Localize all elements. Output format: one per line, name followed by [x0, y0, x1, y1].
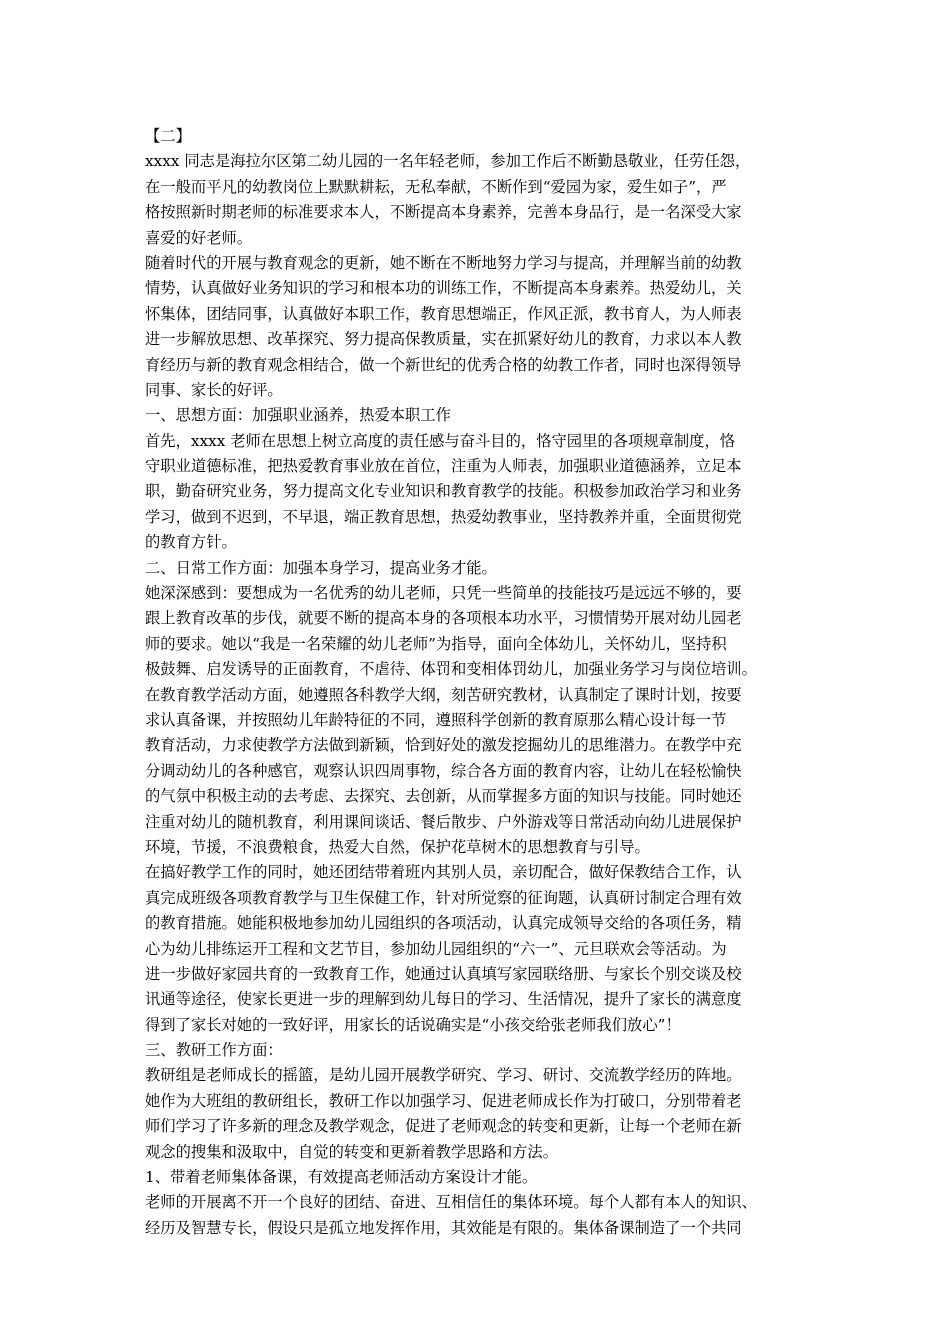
paragraph-line: 职，勤奋研究业务，努力提高文化专业知识和教育教学的技能。积极参加政治学习和业务: [145, 482, 742, 501]
paragraph-line: 极鼓舞、启发诱导的正面教育，不虐待、体罚和变相体罚幼儿，加强业务学习与岗位培训。: [145, 660, 757, 679]
subheading-line: 二、日常工作方面：加强本身学习，提高业务才能。: [145, 558, 497, 577]
paragraph-line: 教研组是老师成长的摇篮，是幼儿园开展教学研究、学习、研讨、交流教学经历的阵地。: [145, 1066, 742, 1085]
paragraph-line: 学习，做到不迟到，不早退，端正教育思想，热爱幼教事业，坚持教养并重，全面贯彻党: [145, 507, 742, 526]
paragraph-line: 得到了家长对她的一致好评，用家长的话说确实是“小孩交给张老师我们放心”！: [145, 1015, 681, 1034]
paragraph-line: 在一般而平凡的幼教岗位上默默耕耘，无私奉献，不断作到“爱园为家，爱生如子”，严: [145, 177, 727, 196]
paragraph-line: 同事、家长的好评。: [145, 380, 283, 399]
paragraph-line: 求认真备课，并按照幼儿年龄特征的不同，遵照科学创新的教育原那么精心设计每一节: [145, 710, 727, 729]
paragraph-line: 格按照新时期老师的标准要求本人，不断提高本身素养，完善本身品行，是一名深受大家: [145, 203, 742, 222]
paragraph-line: 环境，节援，不浪费粮食，热爱大自然，保护花草树木的思想教育与引导。: [145, 837, 650, 856]
paragraph-line: 情势，认真做好业务知识的学习和根本功的训练工作，不断提高本身素养。热爱幼儿，关: [145, 279, 742, 298]
paragraph-line: 的教育方针。: [145, 533, 237, 552]
paragraph-line: 的气氛中积极主动的去考虑、去探究、去创新，从而掌握多方面的知识与技能。同时她还: [145, 787, 742, 806]
paragraph-line: 在搞好教学工作的同时，她还团结带着班内其别人员，亲切配合，做好保教结合工作，认: [145, 863, 742, 882]
paragraph-line: 的教育措施。她能积极地参加幼儿园组织的各项活动，认真完成领导交给的各项任务，精: [145, 914, 742, 933]
paragraph-line: 进一步做好家园共育的一致教育工作，她通过认真填写家园联络册、与家长个别交谈及校: [145, 964, 742, 983]
paragraph-line: 观念的搜集和汲取中，自觉的转变和更新着教学思路和方法。: [145, 1142, 559, 1161]
paragraph-line: 守职业道德标准，把热爱教育事业放在首位，注重为人师表，加强职业道德涵养，立足本: [145, 457, 742, 476]
paragraph-line: 她深深感到：要想成为一名优秀的幼儿老师，只凭一些简单的技能技巧是远远不够的，要: [145, 584, 742, 603]
paragraph-line: 随着时代的开展与教育观念的更新，她不断在不断地努力学习与提高，并理解当前的幼教: [145, 253, 742, 272]
paragraph-line: 教育活动，力求使教学方法做到新颖，恰到好处的激发挖掘幼儿的思维潜力。在教学中充: [145, 736, 742, 755]
paragraph-line: 师们学习了许多新的理念及教学观念，促进了老师观念的转变和更新，让每一个老师在新: [145, 1117, 742, 1136]
section-heading: 【二】: [145, 127, 191, 145]
paragraph-line: 怀集体，团结同事，认真做好本职工作，教育思想端正，作风正派，教书育人，为人师表: [145, 304, 742, 323]
paragraph-line: 在教育教学活动方面，她遵照各科教学大纲，刻苦研究教材，认真制定了课时计划，按要: [145, 685, 742, 704]
paragraph-line: 心为幼儿排练运开工程和文艺节目，参加幼儿园组织的“六一”、元旦联欢会等活动。为: [145, 939, 727, 958]
paragraph-line: 育经历与新的教育观念相结合，做一个新世纪的优秀合格的幼教工作者，同时也深得领导: [145, 355, 742, 374]
paragraph-line: 她作为大班组的教研组长，教研工作以加强学习、促进老师成长作为打破口，分别带着老: [145, 1091, 742, 1110]
paragraph-line: 分调动幼儿的各种感官，观察认识四周事物，综合各方面的教育内容，让幼儿在轻松愉快: [145, 761, 742, 780]
paragraph-line: 喜爱的好老师。: [145, 228, 253, 247]
subheading-line: 三、教研工作方面：: [145, 1041, 283, 1060]
paragraph-line: 师的要求。她以“我是一名荣耀的幼儿老师”为指导，面向全体幼儿，关怀幼儿，坚持积: [145, 634, 727, 653]
paragraph-line: 首先，xxxx 老师在思想上树立高度的责任感与奋斗目的，恪守园里的各项规章制度，恪: [145, 431, 736, 450]
paragraph-line: 经历及智慧专长，假设只是孤立地发挥作用，其效能是有限的。集体备课制造了一个共同: [145, 1218, 742, 1237]
subheading-line: 一、思想方面：加强职业涵养，热爱本职工作: [145, 406, 451, 425]
paragraph-line: xxxx 同志是海拉尔区第二幼儿园的一名年轻老师，参加工作后不断勤恳敬业，任劳任怨，: [145, 152, 751, 171]
paragraph-line: 老师的开展离不开一个良好的团结、奋进、互相信任的集体环境。每个人都有本人的知识、: [145, 1193, 757, 1212]
subheading-line: 1、带着老师集体备课，有效提高老师活动方案设计才能。: [145, 1168, 538, 1187]
paragraph-line: 跟上教育改革的步伐，就要不断的提高本身的各项根本功水平，习惯情势开展对幼儿园老: [145, 609, 742, 628]
paragraph-line: 讯通等途径，使家长更进一步的理解到幼儿每日的学习、生活情况，提升了家长的满意度: [145, 990, 742, 1009]
document-page: [145, 124, 817, 1241]
paragraph-line: 真完成班级各项教育教学与卫生保健工作，针对所觉察的征询题，认真研讨制定合理有效: [145, 888, 742, 907]
paragraph-line: 注重对幼儿的随机教育，利用课间谈话、餐后散步、户外游戏等日常活动向幼儿进展保护: [145, 812, 742, 831]
paragraph-line: 进一步解放思想、改革探究、努力提高保教质量，实在抓紧好幼儿的教育，力求以本人教: [145, 330, 742, 349]
